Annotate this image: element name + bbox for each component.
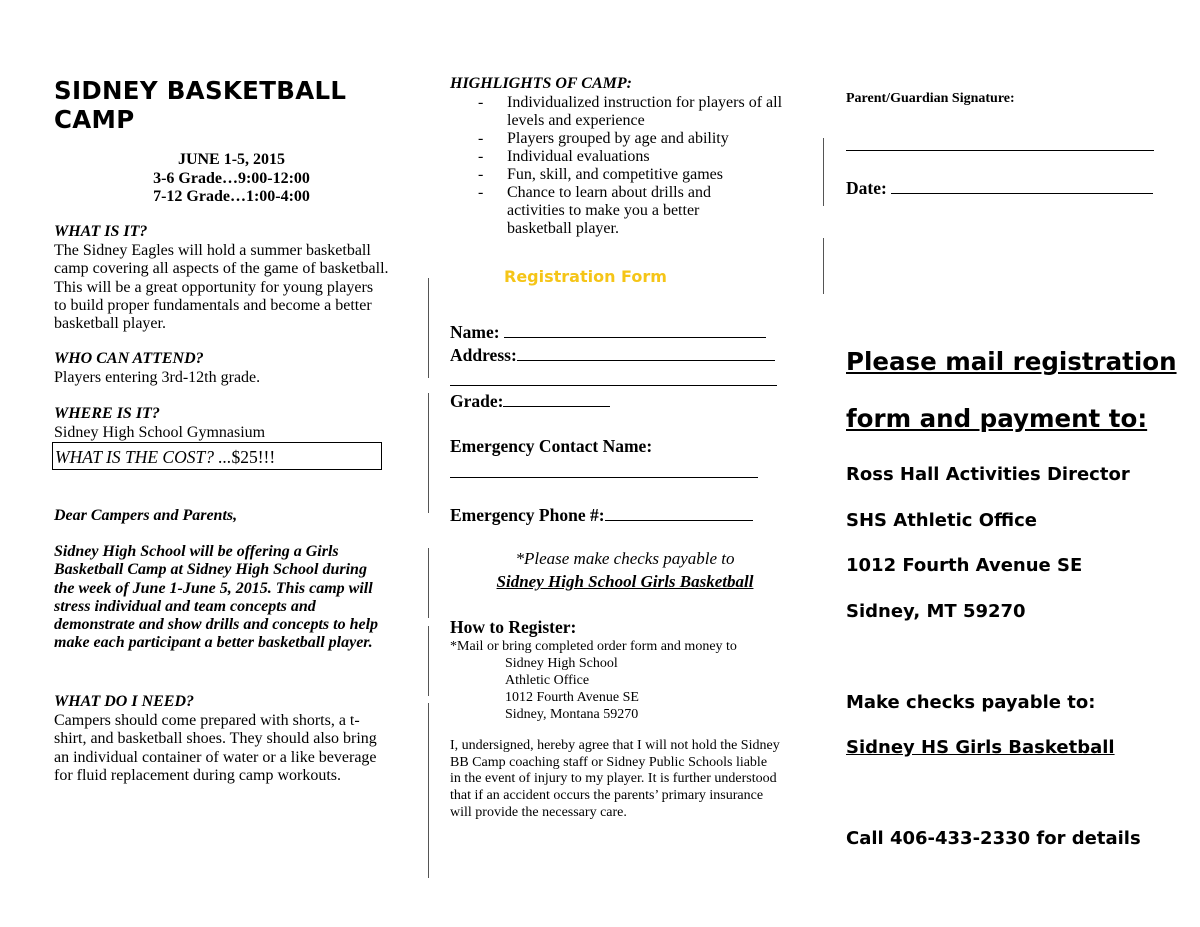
registration-form-title: Registration Form [504, 267, 667, 286]
fold-line-right-2 [823, 238, 824, 294]
bullet: - [478, 166, 484, 183]
grade-schedule-7-12: 7-12 Grade…1:00-4:00 [153, 188, 310, 205]
cost-box [52, 442, 382, 470]
what-body: The Sidney Eagles will hold a summer basketball camp covering all aspects of the game of basketball. This will be a great opportunity for young players to build proper fundamentals and become a better basketball player. [54, 242, 389, 333]
fold-line-left-5 [428, 703, 429, 878]
date-blank[interactable] [891, 179, 1153, 194]
payable-to: Sidney HS Girls Basketball [846, 737, 1115, 758]
checks-payee: Sidney High School Girls Basketball [496, 572, 754, 591]
date-field[interactable] [846, 178, 1153, 199]
emergency-phone-field[interactable] [450, 505, 753, 526]
signature-label: Parent/Guardian Signature: [846, 91, 1015, 106]
register-address-line: Athletic Office [505, 673, 590, 688]
highlights-title: HIGHLIGHTS OF CAMP: [450, 75, 632, 92]
cost-label: WHAT IS THE COST? ... [55, 447, 232, 467]
name-blank[interactable] [504, 323, 766, 338]
where-heading: WHERE IS IT? [54, 405, 160, 422]
fold-line-left-4 [428, 626, 429, 696]
how-to-register-intro: *Mail or bring completed order form and money to [450, 639, 737, 654]
bullet: - [478, 148, 484, 165]
address-field[interactable] [450, 345, 775, 366]
grade-schedule-3-6: 3-6 Grade…9:00-12:00 [153, 169, 310, 187]
liability-waiver: I, undersigned, hereby agree that I will not hold the Sidney BB Camp coaching staff or Sidney Public Schools liable in the event of injury to my player. It is further understood that if an accident occurs the parents’ primary insurance will provide the necessary care. [450, 738, 780, 820]
emergency-phone-blank[interactable] [605, 506, 753, 521]
emergency-name-blank[interactable] [450, 477, 758, 478]
who-heading: WHO CAN ATTEND? [54, 350, 204, 367]
emergency-name-label: Emergency Contact Name: [450, 436, 653, 456]
bullet: - [478, 184, 484, 201]
highlight-text: Individualized instruction for players of all levels and experience [507, 94, 783, 130]
highlight-text: Individual evaluations [507, 148, 650, 165]
highlight-text: Players grouped by age and ability [507, 130, 729, 147]
checks-note: *Please make checks payable to [515, 549, 735, 568]
how-to-register-heading: How to Register: [450, 617, 577, 637]
register-address-line: Sidney High School [505, 656, 618, 671]
bullet: - [478, 130, 484, 147]
letter-body: Sidney High School will be offering a Girls Basketball Camp at Sidney High School during the week of June 1-June 5, 2015. This camp will stress individual and team concepts and demonstrate and show drills and concepts to help make each participant a better basketball player. [54, 543, 379, 652]
highlight-text: Fun, skill, and competitive games [507, 166, 723, 183]
grade-field[interactable] [450, 391, 610, 412]
who-body: Players entering 3rd-12th grade. [54, 369, 261, 386]
cost-value: $25!!! [231, 447, 276, 467]
date-label: Date: [846, 178, 887, 198]
call-for-details: Call 406-433-2330 for details [846, 828, 1141, 849]
address-blank[interactable] [517, 346, 775, 361]
fold-line-left-1 [428, 278, 429, 378]
city-state-zip: Sidney, MT 59270 [846, 601, 1026, 622]
need-heading: WHAT DO I NEED? [54, 693, 195, 710]
grade-label: Grade: [450, 391, 504, 411]
bullet: - [478, 94, 484, 111]
name-label: Name: [450, 322, 500, 342]
camp-title: SIDNEY BASKETBALL CAMP [54, 76, 347, 134]
what-heading: WHAT IS IT? [54, 223, 148, 240]
camp-dates-line: JUNE 1-5, 2015 [177, 151, 286, 168]
grade-blank[interactable] [503, 392, 610, 407]
register-address-line: 1012 Fourth Avenue SE [505, 690, 639, 705]
name-field[interactable] [450, 322, 766, 343]
where-body: Sidney High School Gymnasium [54, 424, 266, 441]
office-name: SHS Athletic Office [846, 510, 1037, 531]
street-address: 1012 Fourth Avenue SE [846, 555, 1083, 576]
fold-line-left-3 [428, 548, 429, 618]
signature-blank[interactable] [846, 150, 1154, 151]
fold-line-left-2 [428, 393, 429, 513]
mail-heading-line-2: form and payment to: [846, 404, 1148, 433]
need-body: Campers should come prepared with shorts, a t-shirt, and basketball shoes. They should also bring an individual container of water or a like beverage for fluid replacement during camp workouts. [54, 712, 377, 784]
highlight-text: Chance to learn about drills and activities to make you a better basketball player. [507, 184, 711, 238]
contact-name: Ross Hall Activities Director [846, 464, 1130, 485]
letter-greeting: Dear Campers and Parents, [54, 507, 238, 524]
register-address-line: Sidney, Montana 59270 [505, 707, 639, 722]
register-address [505, 655, 639, 723]
emergency-phone-label: Emergency Phone #: [450, 505, 605, 525]
address-blank-line-2[interactable] [450, 385, 777, 386]
payable-label: Make checks payable to: [846, 692, 1096, 713]
camp-dates [54, 151, 409, 207]
mail-heading-line-1: Please mail registration [846, 347, 1177, 376]
address-label: Address: [450, 345, 517, 365]
fold-line-right-1 [823, 138, 824, 206]
